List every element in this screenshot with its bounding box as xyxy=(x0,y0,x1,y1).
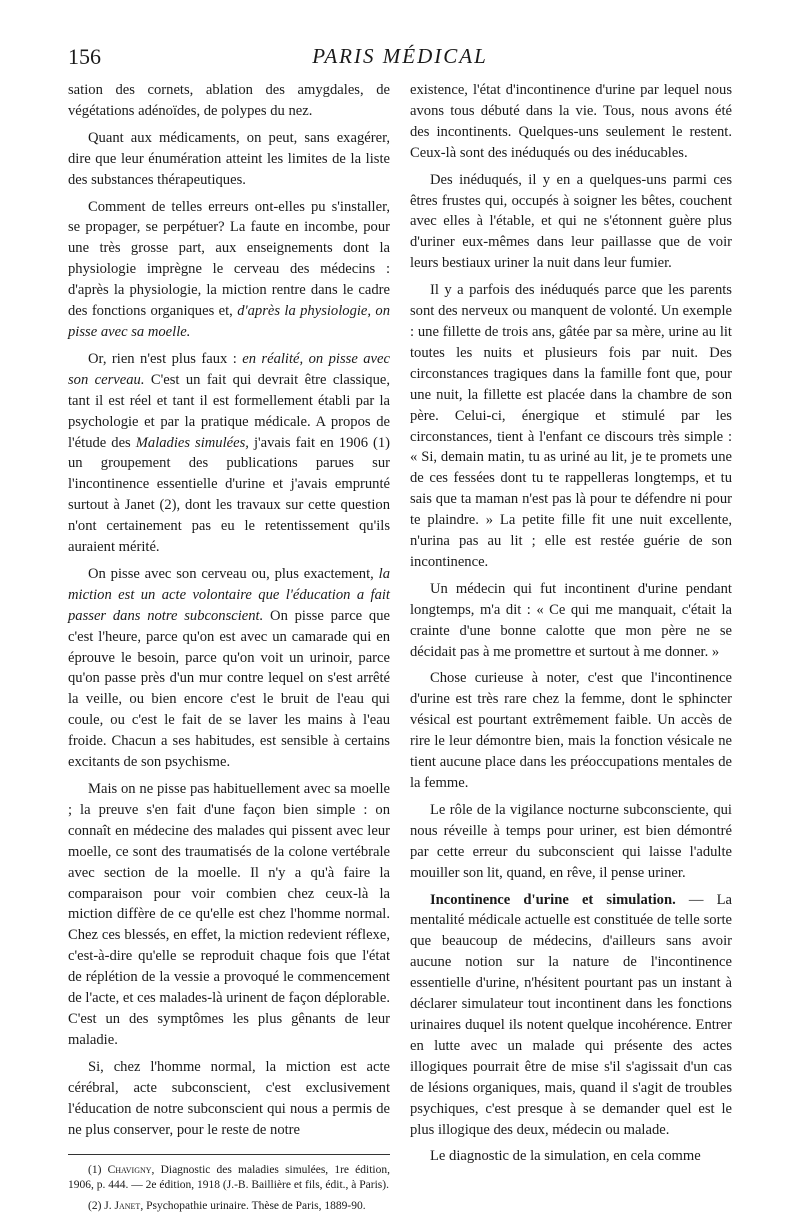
paragraph: Quant aux médicaments, on peut, sans exagérer, dire que leur énumération atteint les limites de la liste des substances thérapeutiques. xyxy=(68,129,390,188)
paragraph xyxy=(68,564,390,773)
footnote-marker: (2) J. xyxy=(88,1200,115,1213)
paragraph: Des inéduqués, il y en a quelques-uns parmi ces êtres frustes qui, occupés à soigner les bêtes, couchent avec elles à l'étable, et qui ne s'étonnent guère plus d'uriner eux-mêmes dans leur paillasse que de voir leurs bestiaux uriner la nuit dans leur fumier. xyxy=(410,171,732,272)
left-column xyxy=(68,80,390,1220)
footnote-text: , Psychopathie urinaire. Thèse de Paris, 1889-90. xyxy=(140,1200,366,1213)
paragraph xyxy=(68,197,390,343)
text-run: j'avais fait en 1906 (1) un groupement des publications parues sur l'incontinence essentielle d'urine et j'avais emprunté surtout à Janet (2), dont les travaux sur cette question n'ont certainement pas eu le retentissement qu'ils auraient mérité. xyxy=(68,434,390,556)
text-run: Comment de telles erreurs ont-elles pu s'installer, se propager, se perpétuer? La faute en incombe, pour une très grosse part, aux enseignements dont la physiologie imprègne le cerveau des médecins : d'après la physiologie, la miction rentre dans le cadre des fonctions organiques et, xyxy=(68,198,390,320)
page-number: 156 xyxy=(68,44,101,69)
text-run: — La mentalité médicale actuelle est constituée de telle sorte que beaucoup de médecins, d'ailleurs sans avoir aucune notion sur la nature de l'incontinence essentielle d'urine, n'hésitent pourtant pas un instant à déclarer simulateur tout incontinent dans les fonctions urinaires duquel ils notent quelque incohérence. Entrer en lutte avec un malade qui présente des actes illogiques pourrait être de mise s'il s'agissait d'un cas de lésions organiques, mais, quand il s'agit de troubles psychiques, c'est presque à se demander quel est le plus illogique des deux, médecin ou malade. xyxy=(410,891,732,1138)
paragraph: Si, chez l'homme normal, la miction est acte cérébral, acte subconscient, c'est exclusivement l'éducation de notre subconscient qui nous a permis de ne plus conserver, pour le reste de notre xyxy=(68,1058,390,1138)
footnote-text: , Diagnostic des maladies simulées, 1re édition, 1906, p. 444. — 2e édition, 1918 (J.-B. Baillière et fils, édit., à Paris). xyxy=(68,1164,390,1192)
footnote-1 xyxy=(68,1163,390,1193)
right-column xyxy=(410,80,732,1173)
footnote-rule xyxy=(68,1154,390,1155)
text-run: On pisse parce que c'est l'heure, parce qu'on est avec un camarade qui en éprouve le besoin, parce qu'on voit un urinoir, parce qu'on passe près d'un mur contre lequel on s'est arrêté la veille, ou bien encore c'est le bruit de l'eau qui coule, ou c'est le fait de se laver les mains à l'eau froide. Chacun a ses habitudes, est sensible à certains excitants de son psychisme. xyxy=(68,607,390,771)
text-run: On pisse avec son cerveau ou, plus exactement, xyxy=(88,565,379,582)
section-heading: Incontinence d'urine et simulation. xyxy=(430,891,676,908)
italic-run: la miction est un acte volontaire que l'éducation a fait passer dans notre subconscient. xyxy=(68,565,390,624)
paragraph: Mais on ne pisse pas habituellement avec sa moelle ; la preuve s'en fait d'une façon bien simple : on connaît en médecine des malades qui pissent avec leur moelle, ce sont des traumatisés de la colone vertébrale avec section de la moelle. Il n'y a qu'à faire la comparaison pour voir combien chez ceux-là la miction diffère de ce qu'elle est chez l'homme normal. Chez ces blessés, en effet, la miction redevient réflexe, c'est-à-dire qu'elle se reproduit chaque fois que l'état de réplétion de la vessie a provoqué le commencement de l'acte, et ces malades-là urinent de façon déplorable. C'est un des symptômes les plus gênants de leur maladie. xyxy=(68,781,390,1048)
paragraph: sation des cornets, ablation des amygdales, de végétations adénoïdes, de polypes du nez. xyxy=(68,82,390,119)
footnote-marker: (1) xyxy=(88,1164,108,1177)
paragraph: Le rôle de la vigilance nocturne subconsciente, qui nous réveille à temps pour uriner, est bien démontré par cette erreur du subconscient qui laisse l'adulte mouiller son lit, quand, en rêve, il pense uriner. xyxy=(410,801,732,881)
paragraph: Un médecin qui fut incontinent d'urine pendant longtemps, m'a dit : « Ce qui me manquait, c'était la crainte d'une bonne calotte que mon père ne se décidait pas à me promettre et surtout à me donner. » xyxy=(410,580,732,660)
running-head: PARIS MÉDICAL xyxy=(312,44,488,68)
footnote-author: Chavigny xyxy=(107,1164,152,1177)
italic-run: en réalité, on pisse avec son cerveau. xyxy=(68,350,390,388)
italic-run: d'après la physiologie, on pisse avec sa moelle. xyxy=(68,303,391,340)
paragraph: Le diagnostic de la simulation, en cela comme xyxy=(430,1148,701,1165)
paragraph: Il y a parfois des inéduqués parce que les parents sont des nerveux ou manquent de volonté. Un exemple : une fillette de trois ans, gâtée par sa mère, urine au lit toutes les nuits et plusieurs fois par nuit. Des circonstances tragiques dans la famille font que, pour une nuit, la fillette est placée dans la chambre de son père. Celui-ci, énergique et stimulé par les circonstances, tient à l'enfant ce discours très simple : « Si, demain matin, tu as uriné au lit, je te promets une de ces fessées dont tu te rappelleras longtemps, et tu sais que ta maman n'est pas là pour te défendre ni pour te plaindre. » La petite fille fit une nuit excellente, n'urina pas au lit ; elle est restée guérie de son incontinence. xyxy=(410,282,732,570)
footnote-author: Janet xyxy=(114,1200,141,1213)
italic-run: Maladies simulées, xyxy=(135,434,249,451)
paragraph xyxy=(410,890,732,1141)
paragraph: Chose curieuse à noter, c'est que l'incontinence d'urine est très rare chez la femme, dont le sphincter vésical est pourtant extrêmement faible. Un accès de rire le leur démontre bien, mais la fonction vésicale ne tient aucune place dans les préoccupations mentales de la femme. xyxy=(410,670,732,791)
paragraph xyxy=(68,349,390,558)
footnote-2 xyxy=(68,1199,390,1214)
paragraph: existence, l'état d'incontinence d'urine par lequel nous avons tous débuté dans la vie. Tous, nous avons été des incontinents. Quelques-uns seulement le restent. Ceux-là sont des inéduqués ou des inéducables. xyxy=(410,82,732,161)
text-run: Or, rien n'est plus faux : xyxy=(88,350,243,367)
text-run: C'est un fait qui devrait être classique, tant il est réel et tant il est formellement établi par la psychologie et par la pratique médicale. A propos de l'étude des xyxy=(68,371,390,451)
